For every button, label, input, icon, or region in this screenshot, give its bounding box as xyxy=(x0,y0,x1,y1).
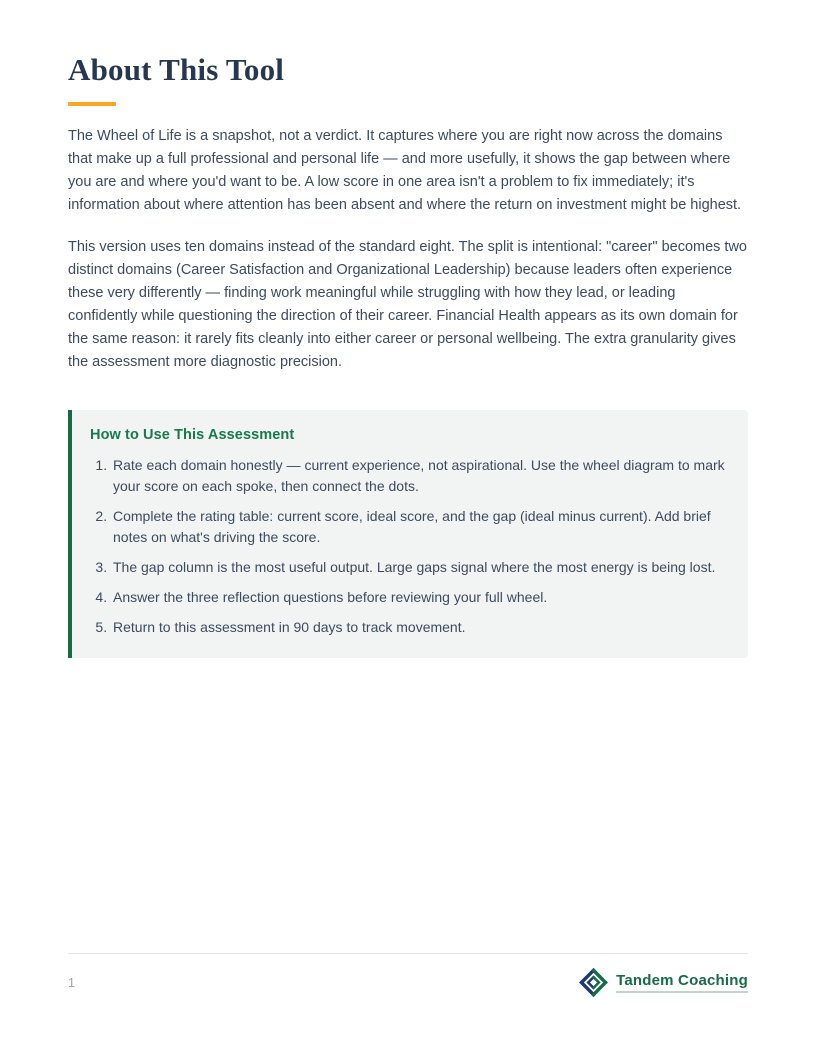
brand-link[interactable] xyxy=(579,968,748,997)
callout-steps-list xyxy=(90,455,726,638)
callout-step-2: 2. Complete the rating table: current score, ideal score, and the gap (ideal minus current). Add brief notes on what's driving the score. xyxy=(111,506,726,548)
callout-step-4: 4. Answer the three reflection questions before reviewing your full wheel. xyxy=(111,587,726,608)
page-number: 1 xyxy=(68,975,75,990)
intro-paragraph-2: This version uses ten domains instead of the standard eight. The split is intentional: "career" becomes two distinct domains (Career Satisfaction and Organizational Leadership) because leaders often experience these very differently — finding work meaningful while struggling with how they lead, or leading confidently while questioning the direction of their career. Financial Health appears as its own domain for the same reason: it rarely fits cleanly into either career or personal wellbeing. The extra granularity gives the assessment more diagnostic precision. xyxy=(68,239,748,370)
page-footer xyxy=(68,953,748,997)
title-accent-bar xyxy=(68,102,116,106)
how-to-use-callout xyxy=(68,410,748,658)
callout-step-1: 1. Rate each domain honestly — current experience, not aspirational. Use the wheel diagram to mark your score on each spoke, then connect the dots. xyxy=(111,455,726,497)
callout-heading: How to Use This Assessment xyxy=(90,427,295,443)
tandem-diamond-logo-icon xyxy=(579,968,608,997)
callout-step-5: 5. Return to this assessment in 90 days to track movement. xyxy=(111,617,726,638)
brand-name: Tandem Coaching xyxy=(616,972,748,993)
intro-paragraph-1: The Wheel of Life is a snapshot, not a verdict. It captures where you are right now across the domains that make up a full professional and personal life — and more usefully, it shows the gap between where you are and where you'd want to be. A low score in one area isn't a problem to fix immediately; it's information about where attention has been absent and where the return on investment might be highest. xyxy=(68,128,742,213)
callout-step-3: 3. The gap column is the most useful output. Large gaps signal where the most energy is being lost. xyxy=(111,557,726,578)
page-title: About This Tool xyxy=(68,52,285,87)
